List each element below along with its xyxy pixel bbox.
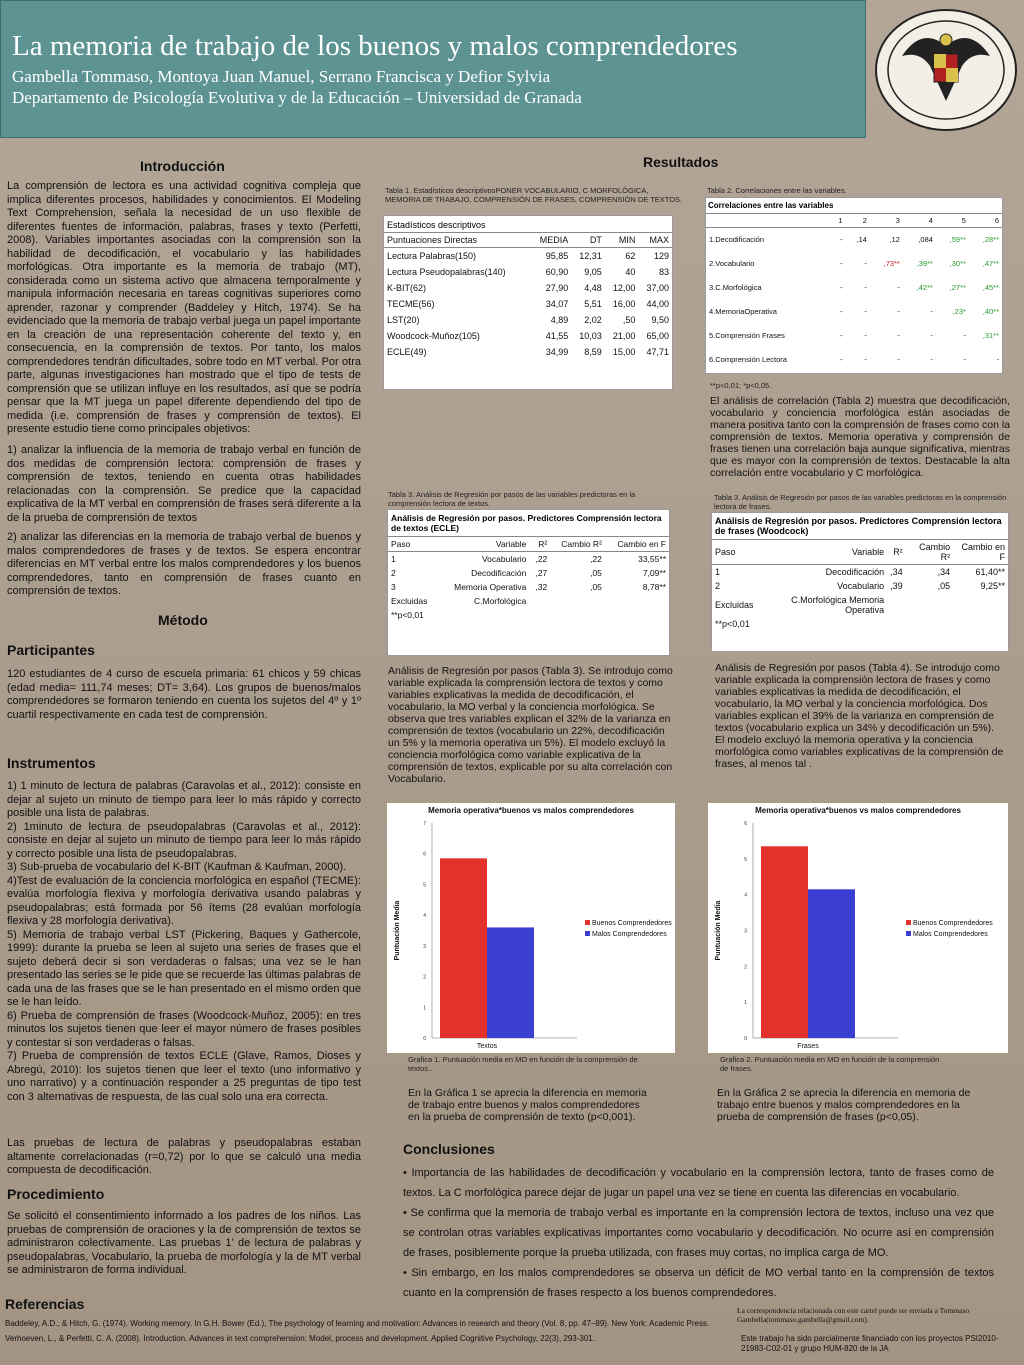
table-cell: ,22 bbox=[535, 554, 548, 564]
table-row bbox=[384, 280, 672, 296]
table-cell: Decodificación bbox=[471, 568, 527, 578]
y-tick-label: 5 bbox=[423, 882, 426, 889]
table-header-cell: Variable bbox=[757, 540, 888, 565]
results-heading: Resultados bbox=[643, 154, 719, 170]
legend-swatch bbox=[906, 920, 911, 925]
table-cell: 61,40** bbox=[975, 567, 1005, 577]
y-tick-label: 5 bbox=[744, 856, 747, 863]
table-cell: 83 bbox=[658, 266, 669, 277]
table-cell: - bbox=[840, 331, 843, 340]
table-cell: - bbox=[963, 331, 966, 340]
table2-title: Correlaciones entre las variables bbox=[708, 201, 834, 210]
table-cell: Lectura Palabras(150) bbox=[387, 250, 477, 261]
table-cell: 7,09** bbox=[642, 568, 666, 578]
table-cell: ,34 bbox=[937, 567, 951, 577]
table-cell: - bbox=[864, 307, 867, 316]
table2 bbox=[705, 197, 1003, 374]
table-cell bbox=[953, 593, 1008, 617]
table3-title: Análisis de Regresión por pasos. Predictores Comprensión lectora de textos (ECLE) bbox=[391, 513, 662, 533]
table-cell: - bbox=[963, 355, 966, 364]
table-cell: 9,50 bbox=[651, 314, 669, 325]
table-row bbox=[712, 593, 1008, 617]
table3-caption: Tabla 3. Análisis de Regresión por pasos de las variables predictoras en la comprensión lectora de textos. bbox=[388, 490, 636, 508]
table-cell: 9,05 bbox=[584, 266, 602, 277]
table-cell: 10,03 bbox=[579, 330, 602, 341]
table-row bbox=[712, 565, 1008, 580]
table-row bbox=[388, 580, 669, 594]
chart2-text: En la Gráfica 2 se aprecia la diferencia en memoria de trabajo entre buenos y malos comprendedores en la prueba de comprensión de frases (p<0,05). bbox=[717, 1087, 971, 1123]
table-header-cell: Cambio en F bbox=[953, 540, 1008, 565]
bar-buenos bbox=[761, 846, 808, 1038]
procedure-text: Se solicitó el consentimiento informado a los padres de los niños. Las pruebas de comprensión de oraciones y la de comprensión de textos se administraron colectivamente. Las pruebas 1’ de lectura de palabras y pseudopalabras, Vocabulario, la prueba de morfología y la de MT verbal se administraron de forma individual. bbox=[7, 1210, 361, 1276]
table-cell: ,23* bbox=[952, 307, 966, 316]
table-cell: C.Morfológica Memoria Operativa bbox=[791, 595, 885, 615]
table-cell: 4.MemoriaOperativa bbox=[709, 307, 777, 316]
table-cell: ,28** bbox=[982, 235, 999, 245]
instrument-2: 2) 1minuto de lectura de pseudopalabras (Caravolas et al., 2012): consiste en dejar al sujeto un minuto de tiempo para leer lo más rápido y correcto posible una lista de pseudopalabras. bbox=[7, 820, 361, 860]
reference-1: Baddeley, A.D., & Hitch, G. (1974). Working memory. In G.H. Bower (Ed.), The psychology of learning and motivation: Advances in research and theory (Vol. 8, pp. 47–89). New York: Academic Press. bbox=[5, 1319, 710, 1328]
table-cell: 40 bbox=[625, 266, 636, 277]
table-row bbox=[388, 566, 669, 580]
bar-malos bbox=[808, 889, 855, 1038]
table-header-cell: Cambio en F bbox=[605, 537, 669, 552]
table-cell: - bbox=[996, 355, 999, 364]
table-row bbox=[706, 276, 1002, 300]
table-header-cell: MAX bbox=[638, 233, 672, 248]
table-cell: ,27 bbox=[535, 568, 548, 578]
table-cell: Lectura Pseudopalabras(140) bbox=[387, 266, 506, 277]
table-row bbox=[384, 264, 672, 280]
table-cell bbox=[529, 594, 550, 608]
table-cell: **p<0,01 bbox=[391, 610, 424, 620]
table-cell: 16,00 bbox=[612, 298, 636, 309]
table-cell: - bbox=[930, 331, 933, 340]
legend-label: Buenos Comprendedores bbox=[913, 920, 993, 927]
table-row bbox=[706, 300, 1002, 324]
table-cell: ,73** bbox=[883, 259, 900, 268]
y-tick-label: 6 bbox=[423, 851, 426, 858]
table-cell: ,31** bbox=[982, 331, 999, 340]
y-tick-label: 3 bbox=[423, 943, 426, 950]
reference-2: Verhoeven, L., & Perfetti, C. A. (2008). Introduction. Advances in text comprehension: Model, process and development. Applied Cognitive Psychology, 22(3), 293-301. bbox=[5, 1334, 595, 1343]
bar-buenos bbox=[440, 858, 487, 1038]
table-cell: 41,55 bbox=[545, 330, 569, 341]
table-cell: ,14 bbox=[856, 235, 867, 245]
table-cell: - bbox=[864, 259, 867, 268]
table-cell: - bbox=[864, 331, 867, 340]
table-cell: 60,90 bbox=[545, 266, 569, 277]
table-cell: - bbox=[840, 259, 843, 268]
table-cell: 2 bbox=[715, 581, 721, 591]
table-cell: Excluidas bbox=[715, 600, 754, 610]
legend-swatch bbox=[585, 931, 590, 936]
legend-swatch bbox=[906, 931, 911, 936]
table-header-row bbox=[706, 214, 1002, 228]
y-tick-label: 2 bbox=[744, 964, 747, 971]
table-row bbox=[384, 312, 672, 328]
table-header-cell: 5 bbox=[936, 214, 969, 228]
table-cell: 33,55** bbox=[638, 554, 666, 564]
intro-objective-2: 2) analizar las diferencias en la memoria de trabajo verbal de buenos y malos comprendedores de frases y de textos. Se espera encontrar diferencias en MT verbal entre los malos comprendedores y los buenos comprendedores, tanto en comprensión de frases cuanto en comprensión de textos. bbox=[7, 531, 361, 597]
table-row bbox=[384, 296, 672, 312]
table-cell: ,12 bbox=[889, 235, 900, 245]
table-cell: 8,78** bbox=[642, 582, 666, 592]
table-cell: - bbox=[897, 283, 900, 292]
y-tick-label: 0 bbox=[423, 1036, 426, 1042]
table3 bbox=[387, 509, 670, 656]
table1-grid bbox=[384, 232, 672, 360]
table-cell: 21,00 bbox=[612, 330, 636, 341]
table-cell: 1 bbox=[715, 567, 721, 577]
method-heading: Método bbox=[158, 612, 208, 628]
intro-objective-1: 1) analizar la influencia de la memoria de trabajo verbal en función de dos medidas de comprensión lectora: comprensión de frases y comprensión de textos, teniendo en cuenta otras habilidades relacionadas con la comprensión. Se predice que la capacidad explicativa de la MT verbal en comprensión de frases será diferente a la de la prueba de comprensión de textos bbox=[7, 444, 361, 524]
table-header-cell: DT bbox=[571, 233, 605, 248]
table-cell: 95,85 bbox=[545, 250, 569, 261]
table-cell: - bbox=[897, 355, 900, 364]
table4 bbox=[711, 512, 1009, 652]
chart-2 bbox=[708, 803, 1008, 1053]
table-cell: ,45** bbox=[982, 283, 999, 292]
table-cell: 2,02 bbox=[584, 314, 602, 325]
table-row bbox=[384, 344, 672, 360]
instrument-3: 3) Sub-prueba de vocabulario del K-BIT (Kaufman & Kaufman, 2000). bbox=[7, 861, 347, 873]
table4-analysis: Análisis de Regresión por pasos (Tabla 4). Se introdujo como variable explicada la comprensión lectora de frases y como variables explicativas la medida de decodificación, el vocabulario, la MO verbal y la conciencia morfológica. Dos variables explican el 39% de la varianza en comprensión de textos (vocabulario explica un 34% y decodificación un 5%). El modelo excluyó la memoria operativa y la conciencia morfológica como variables explicativas de la comprensión de frases, al menos tal . bbox=[715, 662, 1004, 770]
intro-heading: Introducción bbox=[140, 158, 225, 174]
table-header-cell: R² bbox=[529, 537, 550, 552]
table-cell: ,42** bbox=[916, 283, 933, 292]
table-header-row bbox=[388, 537, 669, 552]
table-row bbox=[712, 617, 1008, 631]
table-header-cell: Paso bbox=[388, 537, 438, 552]
table-cell: 129 bbox=[653, 250, 669, 261]
instrument-4: 4)Test de evaluación de la conciencia morfológica en español (TECME): evalúa morfología flexiva y morfología derivativa usando palabras y pseudopalabras; está formada por 56 ítems (28 evalúan morfología flexiva y 28 morfología derivativa). bbox=[7, 874, 361, 927]
table-cell bbox=[887, 617, 906, 631]
table-cell: ECLE(49) bbox=[387, 346, 427, 357]
table-row bbox=[706, 348, 1002, 372]
table-cell bbox=[550, 608, 605, 622]
table-cell bbox=[953, 617, 1008, 631]
conclusion-1: • Importancia de las habilidades de decodificación y vocabulario en la comprensión lectora, tanto de frases como de textos. La C morfológica parece dejar de jugar un papel una vez se tiene en cuenta las diferencias en vocabulario. bbox=[403, 1167, 994, 1199]
conclusions-list bbox=[403, 1163, 994, 1303]
chart-1 bbox=[387, 803, 675, 1053]
table-cell: - bbox=[897, 331, 900, 340]
table2-note: **p<0,01; *p<0,05. bbox=[710, 381, 772, 390]
table-cell: 6.Comprensión Lectora bbox=[709, 355, 787, 364]
table-cell: 2.Vocabulario bbox=[709, 259, 755, 268]
table-cell: Vocabulario bbox=[481, 554, 527, 564]
table-cell: ,39** bbox=[916, 259, 933, 268]
y-axis-label: Puntuación Media bbox=[394, 900, 401, 961]
table-cell: **p<0,01 bbox=[715, 619, 750, 629]
table-cell: ,05 bbox=[937, 581, 951, 591]
table-header-cell: 4 bbox=[903, 214, 936, 228]
table-cell: ,39 bbox=[890, 581, 903, 591]
table-cell: 47,71 bbox=[646, 346, 669, 357]
table-cell: Decodificación bbox=[825, 567, 885, 577]
legend-swatch bbox=[585, 920, 590, 925]
table-cell: ,32 bbox=[535, 582, 548, 592]
table-cell bbox=[906, 617, 953, 631]
table-cell: ,50 bbox=[622, 314, 636, 325]
y-tick-label: 2 bbox=[423, 974, 426, 981]
table-cell: 9,25** bbox=[980, 581, 1005, 591]
table-header-cell: 1 bbox=[830, 214, 845, 228]
table-row bbox=[388, 608, 669, 622]
table-cell: 34,99 bbox=[545, 346, 569, 357]
table-cell: ,30** bbox=[949, 259, 966, 268]
procedure-heading: Procedimiento bbox=[7, 1186, 105, 1202]
table-cell: 3.C.Morfológica bbox=[709, 283, 762, 292]
table-cell: ,05 bbox=[590, 568, 602, 578]
table-header-row bbox=[712, 540, 1008, 565]
table-cell: 1 bbox=[391, 554, 396, 564]
correspondence-note: La correspondencia relacionada con este cartel puede ser enviada a Tommaso Gambella(tommaso.gambella@gmail.com). bbox=[737, 1306, 970, 1324]
table-cell: - bbox=[864, 355, 867, 364]
table-cell: ,22 bbox=[590, 554, 602, 564]
table-cell: Woodcock-Muñoz(105) bbox=[387, 330, 480, 341]
table-cell: 5,51 bbox=[584, 298, 602, 309]
table2-caption: Tabla 2. Correlaciones entre las variables. bbox=[707, 186, 847, 195]
table-cell: - bbox=[897, 307, 900, 316]
table4-title: Análisis de Regresión por pasos. Predictores Comprensión lectora de frases (Woodcock) bbox=[715, 516, 1002, 536]
table-cell bbox=[887, 593, 906, 617]
table-cell: 65,00 bbox=[646, 330, 669, 341]
y-tick-label: 3 bbox=[744, 928, 747, 935]
university-seal-icon bbox=[872, 6, 1020, 134]
table-cell bbox=[438, 608, 530, 622]
table-cell bbox=[550, 594, 605, 608]
table-header-cell: Puntuaciones Directas bbox=[384, 233, 531, 248]
table-cell: ,27** bbox=[949, 283, 966, 292]
table-header-cell bbox=[706, 214, 830, 228]
table-cell: 12,00 bbox=[612, 282, 636, 293]
table-header-cell: Cambio R² bbox=[906, 540, 953, 565]
table-header-row bbox=[384, 233, 672, 248]
table-cell: 34,07 bbox=[545, 298, 569, 309]
table-header-cell: 2 bbox=[846, 214, 870, 228]
table1-title: Estadísticos descriptivos bbox=[387, 220, 486, 230]
chart-title: Memoria operativa*buenos vs malos comprendedores bbox=[755, 806, 961, 815]
table-row bbox=[706, 324, 1002, 348]
table-cell: 2 bbox=[391, 568, 396, 578]
table-cell bbox=[529, 608, 550, 622]
x-category-label: Textos bbox=[476, 1043, 498, 1050]
funding-note: Este trabajo ha sido parcialmente financiado con los proyectos PSI2010-21983-C02-01 y grupo HUM-820 de la JA bbox=[741, 1334, 999, 1353]
table-cell: C.Morfológica bbox=[473, 596, 527, 606]
table1-caption: Tabla 1. Estadísticos descriptivosPONER VOCABULARIO, C MORFOLÓGICA, MEMORIA DE TRABAJO, COMPRENSIÓN DE FRASES, COMPRENSIÓN DE TEXTOS. bbox=[385, 186, 683, 204]
table2-grid bbox=[706, 213, 1002, 372]
chart2-caption: Grafica 2. Puntuación media en MO en función de la comprensión de frases. bbox=[720, 1055, 940, 1073]
department: Departamento de Psicología Evolutiva y de la Educación – Universidad de Granada bbox=[12, 88, 582, 107]
y-tick-label: 4 bbox=[423, 913, 426, 920]
y-tick-label: 4 bbox=[744, 892, 747, 899]
participants-text: 120 estudiantes de 4 curso de escuela primaria: 61 chicos y 59 chicas (edad media= 111,74 meses; DT= 3,64). Los grupos de buenos/malos comprendedores se formaron teniendo en cuenta los sujetos del 4º y 1º cuartil respectivamente en cada test de comprensión. bbox=[7, 668, 361, 721]
table-cell: - bbox=[930, 355, 933, 364]
table-cell: 44,00 bbox=[646, 298, 669, 309]
table-row bbox=[388, 552, 669, 567]
table-cell: TECME(56) bbox=[387, 298, 435, 309]
table-cell: 3 bbox=[391, 582, 396, 592]
y-tick-label: 7 bbox=[423, 821, 426, 827]
instruments-heading: Instrumentos bbox=[7, 755, 96, 771]
table2-analysis: El análisis de correlación (Tabla 2) muestra que decodificación, vocabulario y conciencia morfológica están asociadas de manera positiva tanto con la comprensión de frases como con la comprensión de textos. Memoria operativa y comprensión de frases tienen una correlación baja aunque significativa, mientras que es mayor con la comprensión de textos. Destacable la alta correlación entre vocabulario y C morfológica. bbox=[710, 395, 1010, 479]
table-cell: Vocabulario bbox=[837, 581, 885, 591]
table-cell: 4,89 bbox=[550, 314, 569, 325]
table-cell: ,40** bbox=[982, 307, 999, 316]
table-header-cell: MIN bbox=[605, 233, 639, 248]
instruments-note: Las pruebas de lectura de palabras y pseudopalabras estaban altamente correlacionadas (r=0,72) por lo que se calculó una media compuesta de decodificación. bbox=[7, 1137, 361, 1176]
references-heading: Referencias bbox=[5, 1296, 85, 1312]
table1 bbox=[383, 215, 673, 390]
table-cell: 15,00 bbox=[612, 346, 636, 357]
x-category-label: Frases bbox=[797, 1043, 819, 1050]
table-cell bbox=[757, 617, 888, 631]
table-row bbox=[384, 248, 672, 264]
y-tick-label: 6 bbox=[744, 821, 747, 827]
table-cell: - bbox=[930, 307, 933, 316]
table-row bbox=[384, 328, 672, 344]
table-cell: - bbox=[840, 307, 843, 316]
poster-title: La memoria de trabajo de los buenos y malos comprendedores bbox=[12, 30, 738, 62]
table-cell: 62 bbox=[625, 250, 636, 261]
table-row bbox=[388, 594, 669, 608]
table-cell: ,47** bbox=[982, 259, 999, 268]
table3-grid bbox=[388, 536, 669, 622]
table-cell: 4,48 bbox=[584, 282, 602, 293]
table-cell bbox=[906, 593, 953, 617]
table-cell: 12,31 bbox=[579, 250, 602, 261]
table-row bbox=[706, 228, 1002, 252]
table-cell: K-BIT(62) bbox=[387, 282, 427, 293]
table-cell: - bbox=[840, 235, 843, 245]
table-cell: ,084 bbox=[918, 235, 933, 245]
table-cell: 37,00 bbox=[646, 282, 669, 293]
table-cell: ,34 bbox=[890, 567, 903, 577]
table4-grid bbox=[712, 539, 1008, 631]
table-row bbox=[706, 252, 1002, 276]
table-cell: Excluidas bbox=[391, 596, 428, 606]
table-cell: 8,59 bbox=[584, 346, 602, 357]
participants-heading: Participantes bbox=[7, 642, 95, 658]
chart-title: Memoria operativa*buenos vs malos comprendedores bbox=[428, 806, 634, 815]
table-cell: 27,90 bbox=[545, 282, 569, 293]
table4-caption: Tabla 3. Análisis de Regresión por pasos de las variables predictoras en la comprensión lectora de frases. bbox=[714, 493, 1007, 511]
table-header-cell: MEDIA bbox=[531, 233, 572, 248]
y-tick-label: 1 bbox=[423, 1005, 426, 1012]
instrument-1: 1) 1 minuto de lectura de palabras (Caravolas et al., 2012): consiste en dejar al sujeto un minuto de tiempo para leer lo más rápido y correcto posible una lista de palabras. bbox=[7, 780, 361, 819]
legend-label: Malos Comprendedores bbox=[913, 931, 988, 938]
chart1-caption: Grafica 1. Puntuación media en MO en función de la comprensión de textos.. bbox=[408, 1055, 638, 1073]
legend-label: Malos Comprendedores bbox=[592, 931, 667, 938]
instrument-7: 7) Prueba de comprensión de textos ECLE (Glave, Ramos, Dioses y Abregú, 2010): los sujetos tienen que leer el texto (uno informativo y uno narrativo) y a continuación responder a 25 preguntas de tipo test con 3 alternativas de respuesta, de las cual solo una era correcta. bbox=[7, 1050, 361, 1103]
table-header-cell: Paso bbox=[712, 540, 757, 565]
table-cell: LST(20) bbox=[387, 314, 420, 325]
instruments-list bbox=[7, 780, 361, 1104]
table-cell bbox=[605, 594, 669, 608]
instrument-5: 5) Memoria de trabajo verbal LST (Pickering, Baques y Gathercole, 1999): durante la prueba se leen al sujeto una series de frases que el sujeto deberá decir si son verdaderas o falsas; una vez se le han presentado las series se le pide que se recuerde las últimas palabras de cada una de las frases que se le han presentado en el mismo orden que se le han leído. bbox=[7, 928, 361, 1008]
table3-analysis: Análisis de Regresión por pasos (Tabla 3). Se introdujo como variable explicada la comprensión lectora de textos y como variables explicativas la medida de decodificación, el vocabulario, la MO verbal y la conciencia morfológica. Se observa que tres variables explican el 32% de la varianza en comprensión de textos (vocabulario un 22%, decodificación un 5% y la memoria operativa un 5%). El modelo excluyó la conciencia morfológica como variable explicativa de la comprensión de textos, explicable por su alta correlación con Vocabulario. bbox=[388, 665, 673, 785]
authors: Gambella Tommaso, Montoya Juan Manuel, Serrano Francisca y Defior Sylvia bbox=[12, 67, 551, 86]
table-header-cell: 3 bbox=[870, 214, 903, 228]
y-axis-label: Puntuación Media bbox=[715, 900, 722, 961]
chart1-text: En la Gráfica 1 se aprecia la diferencia en memoria de trabajo entre buenos y malos comprendedores en la prueba de comprensión de texto (p<0,001). bbox=[408, 1087, 647, 1123]
table-cell: ,05 bbox=[590, 582, 602, 592]
table-cell bbox=[605, 608, 669, 622]
y-tick-label: 1 bbox=[744, 1000, 747, 1007]
table-cell: - bbox=[840, 283, 843, 292]
table-header-cell: Cambio R² bbox=[550, 537, 605, 552]
y-tick-label: 0 bbox=[744, 1036, 747, 1042]
table-cell: ,59** bbox=[949, 235, 966, 245]
table-header-cell: 6 bbox=[969, 214, 1002, 228]
legend-label: Buenos Comprendedores bbox=[592, 920, 672, 927]
instrument-6: 6) Prueba de comprensión de frases (Woodcock-Muñoz, 2005): en tres minutos los sujetos tienen que leer el mayor número de frases posibles y contestar si son verdaderas o falsas. bbox=[7, 1009, 361, 1049]
table-header-cell: R² bbox=[887, 540, 906, 565]
conclusions-heading: Conclusiones bbox=[403, 1141, 495, 1157]
table-row bbox=[712, 579, 1008, 593]
bar-malos bbox=[487, 927, 534, 1038]
table-cell: Memoria Operativa bbox=[454, 582, 527, 592]
table-header-cell: Variable bbox=[438, 537, 530, 552]
table-cell: 5.Comprensión Frases bbox=[709, 331, 785, 340]
intro-paragraph: La comprensión de lectora es una actividad cognitiva compleja que implica diferentes procesos, habilidades y conocimientos. El Modeling Text Comprehension, señala la necesidad de un uso flexible de diferentes fuentes de información, palabras, frases y texto (Perfetti, 2008). Variables importantes asociadas con la comprensión son la habilidad de decodificación, el vocabulario y las habilidades morfológicas. Otra importante es la memoria de trabajo (MT), considerada como un sistema activo que almacena temporalmente y manipula información necesaria en tareas cognitivas superiores como aprender, razonar y comprender (Baddeley y Hitch, 1974). Se ha evidenciado que la memoria de trabajo verbal juega un papel importante en la creación de una representación coherente del texto y, en consecuencia, en la comprensión de textos. Por tanto, los malos comprendedores tendrán dificultades, sobre todo en MT verbal. Por otra parte, algunas investigaciones han mostrado que el tipo de tests de comprensión que se utilizan influye en los resultados, así que se podría pensar que la MT juega un papel diferente dependiendo del tipo de medida (i.e. comprensión de frases y comprensión de textos). El presente estudio tiene como principales objetivos: bbox=[7, 180, 361, 435]
conclusion-3: • Sin embargo, en los malos comprendedores se observa un déficit de MO verbal tanto en la comprensión de textos cuanto en la comprensión de frases respecto a los buenos comprendedores. bbox=[403, 1267, 994, 1299]
table-cell: - bbox=[840, 355, 843, 364]
table-cell: - bbox=[864, 283, 867, 292]
table-cell: 1.Decodificación bbox=[709, 235, 765, 245]
conclusion-2: • Se confirma que la memoria de trabajo verbal es importante en la comprensión lectora de textos, incluso una vez que se controlan otras variables explicativas importantes como vocabulario y decodificación. No ocurre así en comprensión de frases, posiblemente porque la prueba utilizada, con frases muy cortas, no implica carga de MO. bbox=[403, 1207, 994, 1259]
